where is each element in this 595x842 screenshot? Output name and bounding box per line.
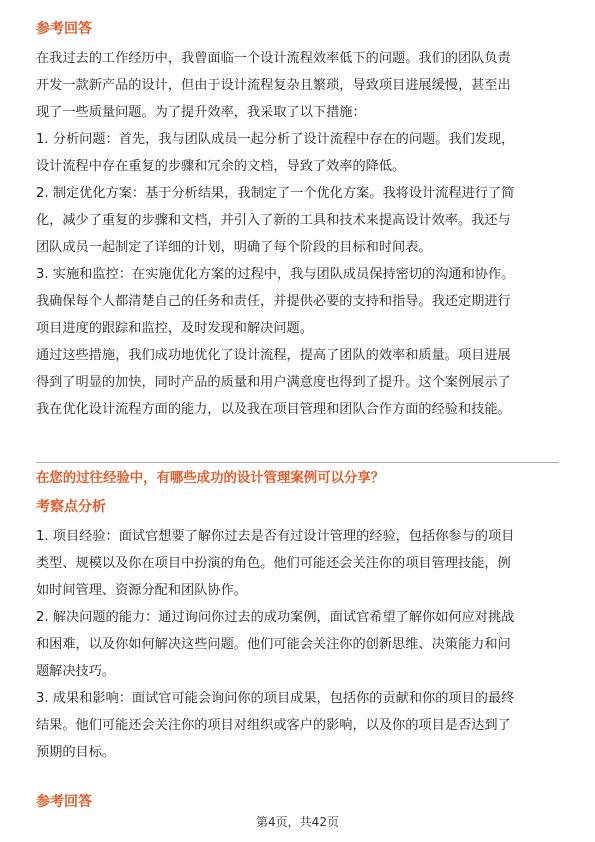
analysis-body <box>36 523 559 766</box>
answer-line: 现了一些质量问题。为了提升效率，我采取了以下措施： <box>36 105 366 120</box>
answer-line: 开发一款新产品的设计，但由于设计流程复杂且繁琐，导致项目进展缓慢，甚至出 <box>36 78 511 93</box>
analysis-line: 如时间管理、资源分配和团队协作。 <box>36 583 247 598</box>
answer-line: 团队成员一起制定了详细的计划，明确了每个阶段的目标和时间表。 <box>36 240 432 255</box>
analysis-line: 和困难，以及你如何解决这些问题。他们可能会关注你的创新思维、决策能力和问 <box>36 637 511 652</box>
answer-line: 3. 实施和监控：在实施优化方案的过程中，我与团队成员保持密切的沟通和协作。 <box>36 267 515 282</box>
answer-line: 化，减少了重复的步骤和文档，并引入了新的工具和技术来提高设计效率。我还与 <box>36 213 511 228</box>
analysis-line: 1. 项目经验：面试官想要了解你过去是否有过设计管理的经验，包括你参与的项目 <box>36 529 515 544</box>
analysis-heading: 考察点分析 <box>36 499 106 515</box>
answer-line: 项目进度的跟踪和监控，及时发现和解决问题。 <box>36 321 313 336</box>
answer-line: 我确保每个人都清楚自己的任务和责任，并提供必要的支持和指导。我还定期进行 <box>36 294 511 309</box>
answer-line: 得到了明显的加快，同时产品的质量和用户满意度也得到了提升。这个案例展示了 <box>36 375 511 390</box>
answer-body <box>36 45 559 423</box>
analysis-line: 结果。他们可能还会关注你的项目对组织或客户的影响，以及你的项目是否达到了 <box>36 718 511 733</box>
answer-section-1 <box>36 18 559 423</box>
analysis-line: 题解决技巧。 <box>36 664 116 679</box>
answer-line: 我在优化设计流程方面的能力，以及我在项目管理和团队合作方面的经验和技能。 <box>36 402 511 417</box>
analysis-line: 类型、规模以及你在项目中扮演的角色。他们可能还会关注你的项目管理技能，例 <box>36 556 511 571</box>
answer-line: 设计流程中存在重复的步骤和冗余的文档，导致了效率的降低。 <box>36 159 406 174</box>
page-number: 第4页，共42页 <box>256 815 339 829</box>
answer-line: 在我过去的工作经历中，我曾面临一个设计流程效率低下的问题。我们的团队负责 <box>36 51 511 66</box>
reference-answer-heading: 参考回答 <box>36 21 92 37</box>
analysis-line: 3. 成果和影响：面试官可能会询问你的项目成果，包括你的贡献和你的项目的最终 <box>36 691 515 706</box>
reference-answer-section-2 <box>36 791 92 813</box>
analysis-line: 预期的目标。 <box>36 745 116 760</box>
reference-answer-heading-2: 参考回答 <box>36 794 92 810</box>
section-divider <box>36 462 559 463</box>
answer-line: 1. 分析问题：首先，我与团队成员一起分析了设计流程中存在的问题。我们发现， <box>36 132 515 147</box>
analysis-section <box>36 496 559 766</box>
analysis-line: 2. 解决问题的能力：通过询问你过去的成功案例，面试官希望了解你如何应对挑战 <box>36 610 515 625</box>
interview-question: 在您的过往经验中，有哪些成功的设计管理案例可以分享？ <box>36 471 385 486</box>
answer-line: 2. 制定优化方案：基于分析结果，我制定了一个优化方案。我将设计流程进行了简 <box>36 186 515 201</box>
answer-line: 通过这些措施，我们成功地优化了设计流程，提高了团队的效率和质量。项目进展 <box>36 348 511 363</box>
